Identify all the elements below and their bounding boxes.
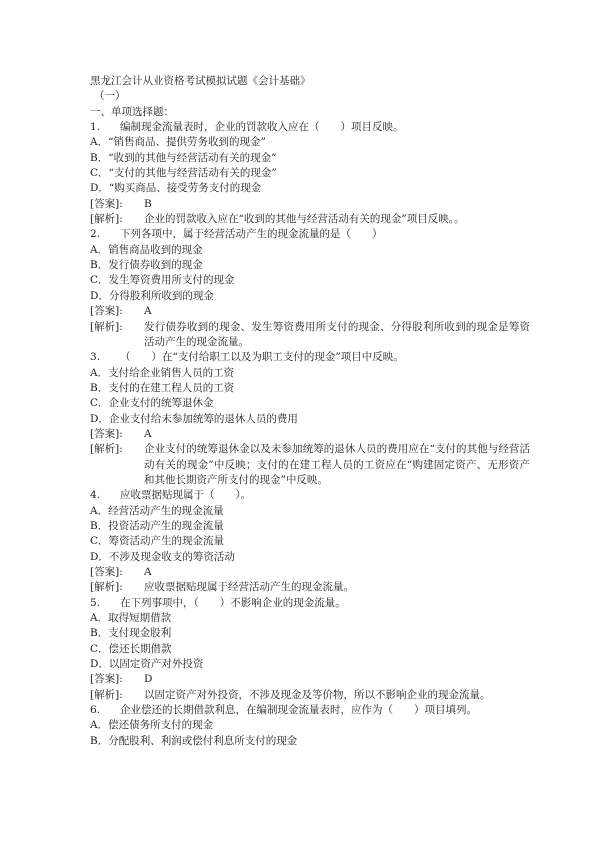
question-option: C．企业支付的统筹退休金: [90, 397, 214, 410]
question-text: 企业偿还的长期借款利息，在编制现金流量表时，应作为（ ）项目填列。: [120, 704, 477, 717]
question-text: 在下列事项中，（ ）不影响企业的现金流量。: [120, 596, 346, 609]
analysis-line: [90, 442, 530, 488]
question-list: [90, 120, 530, 749]
question-option: D．以固定资产对外投资: [90, 658, 204, 671]
analysis-tag: [解析]:: [90, 581, 123, 594]
question-option: B．支付现金股利: [90, 627, 172, 640]
question-stem: [90, 120, 530, 135]
question-option: B．发行债券收到的现金: [90, 259, 203, 272]
answer-tag: [答案]:: [90, 197, 123, 210]
section-heading: 一、单项选择题：: [90, 105, 174, 118]
analysis-line: [90, 320, 530, 351]
analysis-text: 发行债券收到的现金、发生筹资费用所支付的现金、分得股利所收到的现金是筹资活动产生的现金流量。: [144, 320, 530, 348]
analysis-text: 以固定资产对外投资，不涉及现金及等价物，所以不影响企业的现金流量。: [144, 688, 491, 701]
analysis-line: [90, 580, 530, 595]
document-body: [90, 74, 530, 749]
analysis-line: [90, 212, 530, 227]
question-option: C．筹资活动产生的现金流量: [90, 535, 225, 548]
analysis-text: 企业支付的统筹退休金以及未参加统筹的退休人员的费用应在“支付的其他与经营活动有关的现金”中反映；支付的在建工程人员的工资应在“购建固定资产、无形资产和其他长期资产所支付的现金”中反映。: [144, 443, 530, 486]
question-block: [90, 350, 530, 488]
question-option: D．不涉及现金收支的筹资活动: [90, 550, 235, 563]
question-option: A．经营活动产生的现金流量: [90, 504, 224, 517]
question-block: [90, 596, 530, 703]
question-number: 5.: [90, 596, 101, 609]
question-number: 2.: [90, 228, 101, 241]
question-stem: [90, 350, 530, 365]
question-text: （ ）在“支付给职工以及为职工支付的现金”项目中反映。: [120, 351, 404, 364]
question-option: B．分配股利、利润或偿付利息所支付的现金: [90, 734, 298, 747]
answer-line: [90, 197, 530, 212]
question-option: A．取得短期借款: [90, 612, 172, 625]
question-option: D．企业支付给未参加统筹的退休人员的费用: [90, 412, 298, 425]
question-text: 编制现金流量表时，企业的罚款收入应在（ ）项目反映。: [120, 121, 404, 134]
answer-tag: [答案]:: [90, 673, 123, 686]
question-stem: [90, 703, 530, 718]
answer-value: B: [144, 197, 152, 210]
question-number: 3.: [90, 351, 101, 364]
question-stem: [90, 227, 530, 242]
answer-value: A: [144, 566, 152, 578]
analysis-tag: [解析]:: [90, 688, 123, 701]
analysis-text: 应收票据贴现属于经营活动产生的现金流量。: [144, 581, 354, 594]
question-number: 4.: [90, 489, 101, 502]
question-block: [90, 703, 530, 749]
question-option: C．“支付的其他与经营活动有关的现金”: [90, 167, 277, 180]
question-stem: [90, 596, 530, 611]
question-text: 下列各项中，属于经营活动产生的现金流量的是（ ）: [120, 228, 383, 241]
question-number: 1.: [90, 121, 101, 134]
answer-value: A: [144, 427, 152, 440]
question-text: 应收票据贴现属于（ ）。: [120, 489, 252, 502]
answer-line: [90, 672, 530, 687]
answer-value: A: [144, 305, 152, 318]
answer-line: [90, 565, 530, 580]
question-option: A．偿还债务所支付的现金: [90, 719, 214, 732]
question-option: A．“销售商品、提供劳务收到的现金”: [90, 136, 266, 149]
question-option: B．“收到的其他与经营活动有关的现金”: [90, 151, 277, 164]
document-subtitle: （一）: [94, 90, 126, 103]
answer-tag: [答案]:: [90, 305, 123, 318]
document-title: 黑龙江会计从业资格考试模拟试题《会计基础》: [90, 75, 311, 87]
analysis-tag: [解析]:: [90, 443, 123, 456]
answer-value: D: [144, 673, 153, 686]
analysis-tag: [解析]:: [90, 320, 123, 333]
question-option: A．支付给企业销售人员的工资: [90, 366, 235, 379]
question-number: 6.: [90, 704, 101, 717]
answer-line: [90, 304, 530, 319]
question-block: [90, 120, 530, 227]
answer-tag: [答案]:: [90, 427, 123, 440]
question-block: [90, 488, 530, 595]
answer-tag: [答案]:: [90, 566, 123, 578]
question-option: C．偿还长期借款: [90, 642, 172, 655]
question-option: C．发生筹资费用所支付的现金: [90, 274, 235, 287]
question-option: D．“购买商品、接受劳务支付的现金: [90, 182, 262, 195]
answer-line: [90, 427, 530, 442]
analysis-text: 企业的罚款收入应在“收到的其他与经营活动有关的现金”项目反映。。: [144, 213, 465, 226]
question-option: A．销售商品收到的现金: [90, 243, 203, 256]
analysis-tag: [解析]:: [90, 213, 123, 226]
question-option: B．投资活动产生的现金流量: [90, 519, 224, 532]
question-option: B．支付的在建工程人员的工资: [90, 381, 235, 394]
question-option: D．分得股利所收到的现金: [90, 289, 214, 302]
analysis-line: [90, 688, 530, 703]
question-block: [90, 227, 530, 350]
question-stem: [90, 488, 530, 503]
